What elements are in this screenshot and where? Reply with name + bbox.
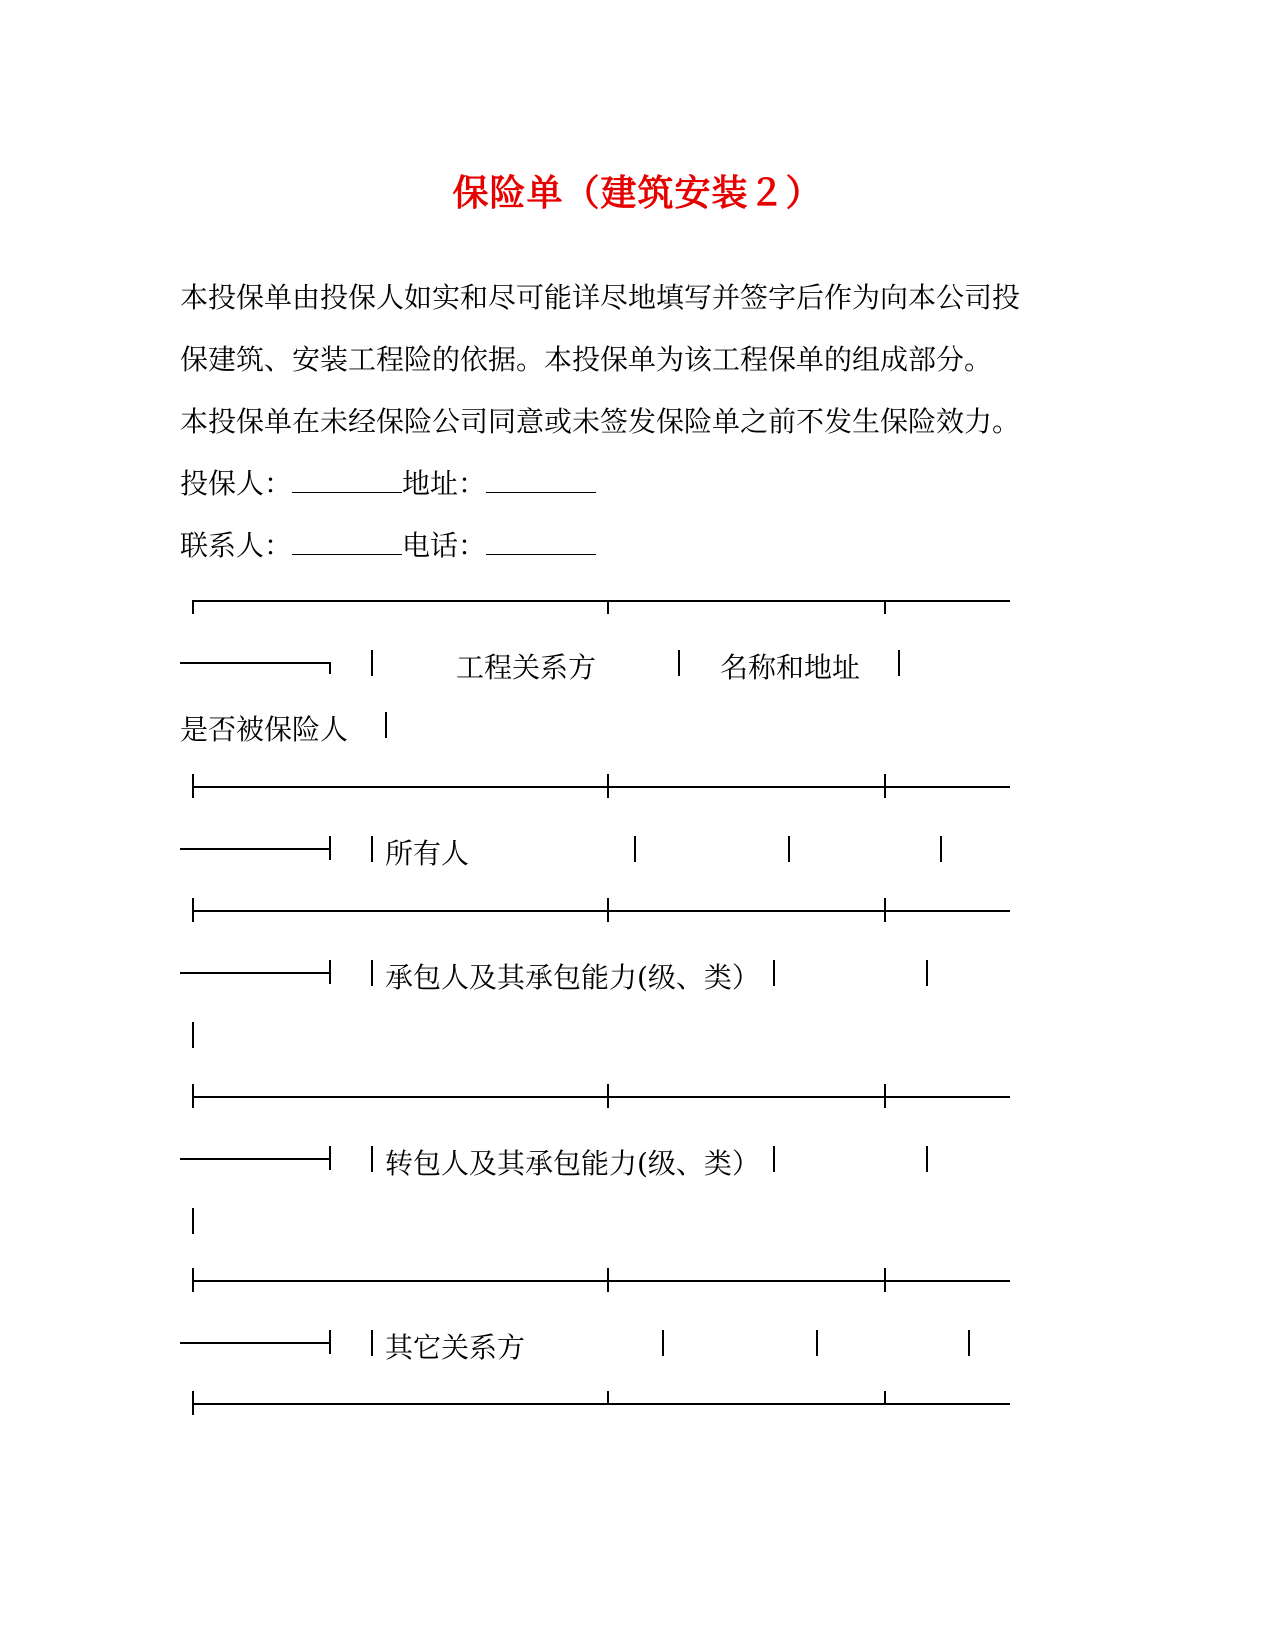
table-column-divider bbox=[371, 650, 373, 676]
table-rule-continuation bbox=[180, 662, 330, 664]
document-title: 保险单（建筑安装２） bbox=[452, 172, 823, 214]
table-tee-mark bbox=[192, 1391, 194, 1415]
table-top-rule bbox=[192, 600, 1010, 602]
table-tee-mark bbox=[329, 1146, 331, 1170]
applicant-address-row bbox=[180, 462, 596, 502]
table-tee-mark bbox=[329, 1330, 331, 1354]
header-name-address: 名称和地址 bbox=[720, 651, 861, 684]
row-owner-label: 所有人 bbox=[385, 837, 470, 870]
phone-label: 电话： bbox=[402, 529, 487, 562]
table-column-divider bbox=[788, 836, 790, 862]
table-cross-mark bbox=[884, 898, 886, 922]
table-row-separator bbox=[192, 910, 1010, 912]
table-cross-mark bbox=[607, 1084, 609, 1108]
table-tee-mark bbox=[607, 1391, 609, 1403]
table-column-divider bbox=[773, 1146, 775, 1172]
table-column-divider bbox=[371, 836, 373, 862]
table-column-divider bbox=[898, 650, 900, 676]
table-column-divider bbox=[968, 1330, 970, 1356]
table-tee-mark bbox=[192, 1268, 194, 1292]
table-tee-mark bbox=[884, 600, 886, 614]
intro-paragraph-line-1: 本投保单由投保人如实和尽可能详尽地填写并签字后作为向本公司投 bbox=[180, 281, 1021, 314]
table-column-divider bbox=[926, 1146, 928, 1172]
table-cross-mark bbox=[884, 774, 886, 798]
address-label: 地址： bbox=[402, 467, 487, 500]
intro-paragraph-line-3: 本投保单在未经保险公司同意或未签发保险单之前不发生保险效力。 bbox=[180, 405, 1021, 438]
table-column-divider bbox=[634, 836, 636, 862]
phone-blank[interactable] bbox=[486, 530, 596, 555]
contact-phone-row bbox=[180, 524, 596, 564]
intro-paragraph-line-2: 保建筑、安装工程险的依据。本投保单为该工程保单的组成部分。 bbox=[180, 343, 993, 376]
table-row-separator bbox=[192, 786, 1010, 788]
table-column-divider bbox=[385, 712, 387, 738]
table-row-separator bbox=[192, 1096, 1010, 1098]
table-tee-mark bbox=[192, 1084, 194, 1108]
header-insured: 是否被保险人 bbox=[180, 713, 349, 746]
table-cross-mark bbox=[607, 1268, 609, 1292]
table-rule-continuation bbox=[180, 1158, 330, 1160]
table-column-divider bbox=[371, 1146, 373, 1172]
table-corner-mark bbox=[329, 662, 331, 674]
table-tee-mark bbox=[884, 1391, 886, 1403]
applicant-label: 投保人： bbox=[180, 467, 293, 500]
table-column-divider bbox=[940, 836, 942, 862]
table-column-divider bbox=[773, 960, 775, 986]
table-row-separator bbox=[192, 1403, 1010, 1405]
table-tee-mark bbox=[192, 774, 194, 798]
contact-blank[interactable] bbox=[292, 530, 402, 555]
table-cross-mark bbox=[884, 1268, 886, 1292]
table-corner-mark bbox=[192, 600, 194, 614]
table-column-divider bbox=[926, 960, 928, 986]
table-column-divider bbox=[662, 1330, 664, 1356]
table-cross-mark bbox=[607, 774, 609, 798]
table-rule-continuation bbox=[180, 972, 330, 974]
table-tee-mark bbox=[607, 600, 609, 614]
row-subcontractor-label: 转包人及其承包能力(级、类） bbox=[385, 1147, 760, 1180]
table-column-divider bbox=[816, 1330, 818, 1356]
table-column-divider bbox=[678, 650, 680, 676]
table-tee-mark bbox=[192, 898, 194, 922]
table-rule-continuation bbox=[180, 1342, 330, 1344]
table-column-divider bbox=[371, 1330, 373, 1356]
row-other-parties-label: 其它关系方 bbox=[385, 1331, 526, 1364]
table-column-divider bbox=[192, 1022, 194, 1048]
table-column-divider bbox=[192, 1208, 194, 1234]
table-tee-mark bbox=[329, 836, 331, 860]
table-rule-continuation bbox=[180, 848, 330, 850]
row-contractor-label: 承包人及其承包能力(级、类） bbox=[385, 961, 760, 994]
table-cross-mark bbox=[607, 898, 609, 922]
header-parties: 工程关系方 bbox=[456, 651, 597, 684]
applicant-blank[interactable] bbox=[292, 468, 402, 493]
table-cross-mark bbox=[884, 1084, 886, 1108]
address-blank[interactable] bbox=[486, 468, 596, 493]
table-column-divider bbox=[371, 960, 373, 986]
table-tee-mark bbox=[329, 960, 331, 984]
contact-label: 联系人： bbox=[180, 529, 293, 562]
table-row-separator bbox=[192, 1280, 1010, 1282]
